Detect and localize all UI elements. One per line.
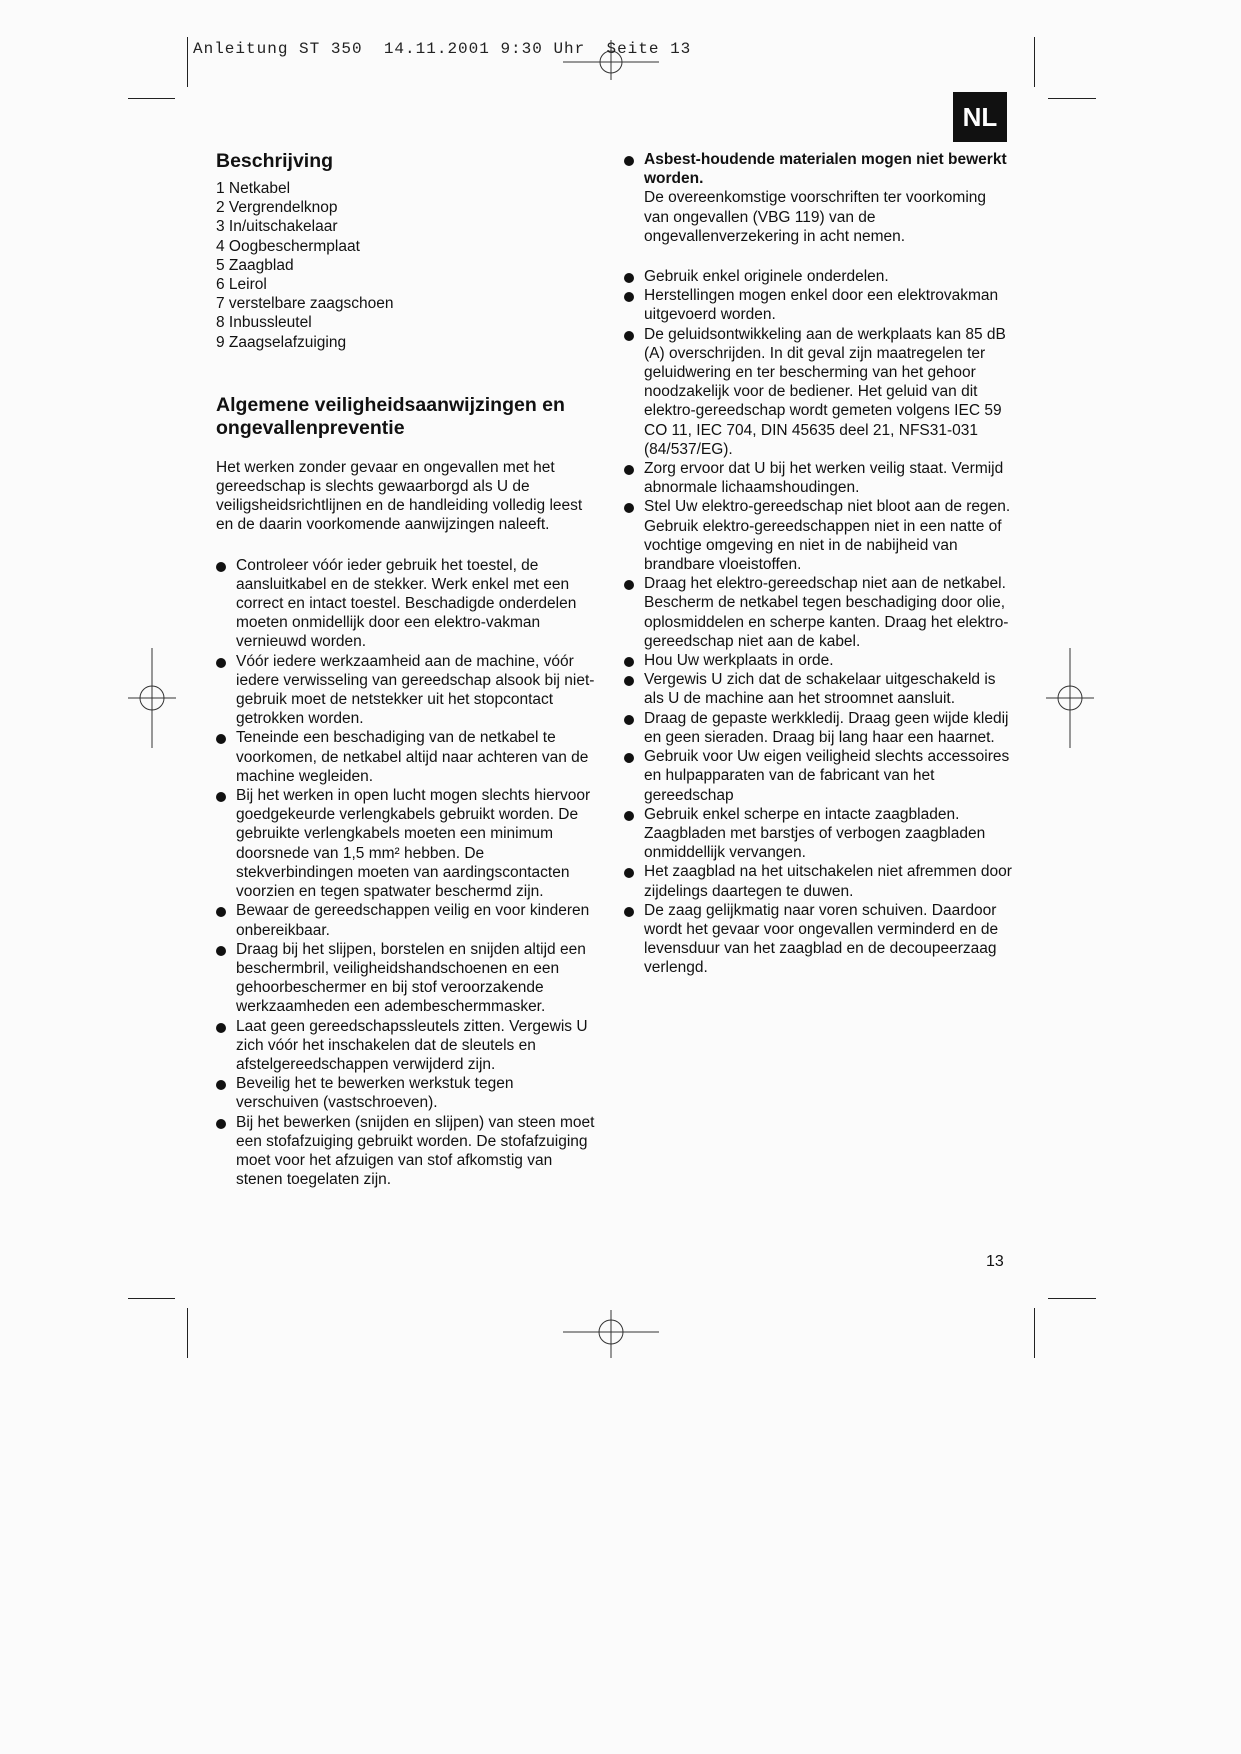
- crop-mark-top-left-horizontal: [128, 98, 175, 99]
- list-item: Gebruik enkel scherpe en intacte zaagbladen. Zaagbladen met barstjes of verbogen zaagbladen onmiddellijk vervangen.: [624, 805, 1014, 863]
- right-column: [624, 150, 1014, 978]
- crop-mark-bottom-left-horizontal: [128, 1298, 175, 1299]
- list-item: De geluidsontwikkeling aan de werkplaats kan 85 dB (A) overschrijden. In dit geval zijn maatregelen ter geluidwering en ter bescherming van het gehoor noodzakelijk voor de bediener. Het geluid van dit elektro-gereedschap wordt gemeten volgens IEC 59 CO 11, IEC 704, DIN 45635 deel 21, NFS31-031 (84/537/EG).: [624, 325, 1014, 459]
- safety-bullets-left: [216, 556, 600, 1190]
- registration-mark-left-icon: [128, 648, 176, 748]
- list-item: 3 In/uitschakelaar: [216, 218, 338, 236]
- list-item: Draag de gepaste werkkledij. Draag geen wijde kledij en geen sieraden. Draag bij lang haar een haarnet.: [624, 709, 1014, 747]
- list-item: 7 verstelbare zaagschoen: [216, 295, 394, 313]
- list-item: Vergewis U zich dat de schakelaar uitgeschakeld is als U de machine aan het stroomnet aansluit.: [624, 670, 1014, 708]
- print-slug: Anleitung ST 350 14.11.2001 9:30 Uhr Seite 13: [193, 40, 692, 58]
- list-item: 1 Netkabel: [216, 180, 291, 197]
- page-number: 13: [986, 1253, 1004, 1270]
- asbestos-text: De overeenkomstige voorschriften ter voorkoming van ongevallen (VBG 119) van de ongevallenverzekering in acht nemen.: [644, 189, 987, 245]
- list-item: Gebruik voor Uw eigen veiligheid slechts accessoires en hulpapparaten van de fabricant van het gereedschap: [624, 747, 1014, 805]
- registration-mark-bottom-icon: [563, 1310, 659, 1358]
- safety-title: Algemene veiligheidsaanwijzingen en ongevallenpreventie: [216, 393, 565, 439]
- list-item: Gebruik enkel originele onderdelen.: [624, 267, 1014, 286]
- safety-intro: Het werken zonder gevaar en ongevallen met het gereedschap is slechts gewaarborgd als U de veiligsheidsrichtlijnen en de handleiding volledig leest en de daarin voorkomende aanwijzingen naleeft.: [216, 458, 583, 534]
- list-item: De zaag gelijkmatig naar voren schuiven. Daardoor wordt het gevaar voor ongevallen verminderd en de levensduur van het zaagblad en de decoupeerzaag verlengd.: [624, 901, 1014, 978]
- list-item: Laat geen gereedschapssleutels zitten. Vergewis U zich vóór het inschakelen dat de sleutels en afstelgereedschappen verwijderd zijn.: [216, 1017, 600, 1075]
- left-column: [216, 150, 600, 1189]
- crop-mark-top-left-vertical: [187, 37, 188, 87]
- list-item: Zorg ervoor dat U bij het werken veilig staat. Vermijd abnormale lichaamshoudingen.: [624, 459, 1014, 497]
- asbestos-bold: Asbest-houdende materialen mogen niet bewerkt worden.: [644, 151, 1007, 188]
- list-item: Het zaagblad na het uitschakelen niet afremmen door zijdelings daartegen te duwen.: [624, 862, 1014, 900]
- list-item: 9 Zaagselafzuiging: [216, 333, 347, 351]
- crop-mark-bottom-right-vertical: [1034, 1308, 1035, 1358]
- list-item: Bij het bewerken (snijden en slijpen) van steen moet een stofafzuiging gebruikt worden. De stofafzuiging moet voor het afzuigen van stof afkomstig van stenen toegelaten zijn.: [216, 1113, 600, 1190]
- list-item: [624, 150, 1014, 246]
- list-item: Draag het elektro-gereedschap niet aan de netkabel. Bescherm de netkabel tegen beschadiging door olie, oplosmiddelen en scherpe kanten. Draag het elektro-gereedschap niet aan de kabel.: [624, 574, 1014, 651]
- list-item: Hou Uw werkplaats in orde.: [624, 651, 1014, 670]
- list-item: Bij het werken in open lucht mogen slechts hiervoor goedgekeurde verlengkabels gebruikt worden. De gebruikte verlengkabels moeten een minimum doorsnede van 1,5 mm² hebben. De stekverbindingen moeten van aardingscontacten voorzien en tegen spatwater beschermd zijn.: [216, 786, 600, 901]
- list-item: Controleer vóór ieder gebruik het toestel, de aansluitkabel en de stekker. Werk enkel met een correct en intact toestel. Beschadigde onderdelen moeten onmidellijk door een elektro-vakman vernieuwd worden.: [216, 556, 600, 652]
- parts-list: [216, 179, 600, 352]
- list-item: Stel Uw elektro-gereedschap niet bloot aan de regen. Gebruik elektro-gereedschappen niet in een natte of vochtige omgeving en niet in de nabijheid van brandbare vloeistoffen.: [624, 497, 1014, 574]
- list-item: Draag bij het slijpen, borstelen en snijden altijd een beschermbril, veiligheidshandschoenen en een gehoorbeschermer en bij stof veroorzakende werkzaamheden een adembeschermmasker.: [216, 940, 600, 1017]
- list-item: 4 Oogbeschermplaat: [216, 237, 360, 255]
- description-title: Beschrijving: [216, 150, 334, 172]
- asbestos-warning: [624, 150, 1014, 246]
- list-item: 8 Inbussleutel: [216, 314, 312, 332]
- list-item: 2 Vergrendelknop: [216, 199, 338, 217]
- list-item: Teneinde een beschadiging van de netkabel te voorkomen, de netkabel altijd naar achteren van de machine wegleiden.: [216, 728, 600, 786]
- language-badge: NL: [953, 92, 1007, 142]
- list-item: Vóór iedere werkzaamheid aan de machine, vóór iedere verwisseling van gereedschap alsook bij niet-gebruik moet de netstekker uit het stopcontact getrokken worden.: [216, 652, 600, 729]
- list-item: 5 Zaagblad: [216, 256, 294, 274]
- list-item: Herstellingen mogen enkel door een elektrovakman uitgevoerd worden.: [624, 286, 1014, 324]
- list-item: Beveilig het te bewerken werkstuk tegen verschuiven (vastschroeven).: [216, 1074, 600, 1112]
- crop-mark-top-right-vertical: [1034, 37, 1035, 87]
- safety-bullets-right: [624, 267, 1014, 978]
- list-item: 6 Leirol: [216, 276, 267, 294]
- registration-mark-right-icon: [1046, 648, 1094, 748]
- list-item: Bewaar de gereedschappen veilig en voor kinderen onbereikbaar.: [216, 901, 600, 939]
- crop-mark-top-right-horizontal: [1048, 98, 1096, 99]
- crop-mark-bottom-right-horizontal: [1048, 1298, 1096, 1299]
- crop-mark-bottom-left-vertical: [187, 1308, 188, 1358]
